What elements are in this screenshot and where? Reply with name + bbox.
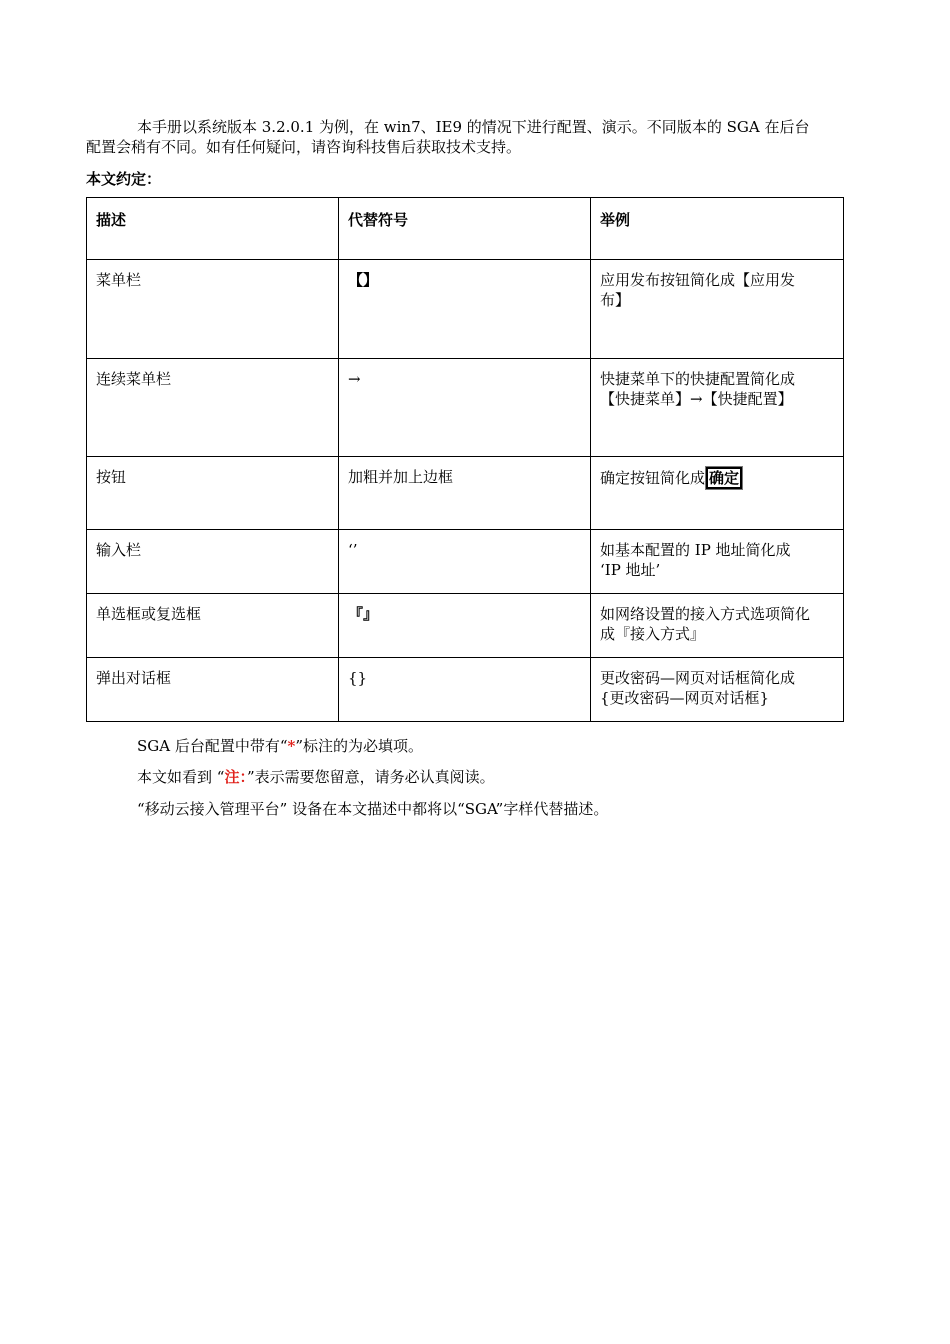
header-description: 描述: [87, 198, 339, 260]
row-symbol: →: [339, 359, 591, 457]
intro-line-1: 本手册以系统版本 3.2.0.1 为例，在 win7、IE9 的情况下进行配置、演示。不同版本的 SGA 在后台: [137, 118, 810, 136]
example-line-2: {更改密码—网页对话框}: [600, 689, 770, 707]
row-example: [591, 594, 844, 658]
row-symbol-text: 【】: [348, 271, 379, 289]
row-symbol: ‘’: [339, 530, 591, 594]
example-line-1: 更改密码—网页对话框简化成: [600, 669, 796, 687]
example-line-2: 成『接入方式』: [600, 625, 706, 643]
table-row: [87, 658, 844, 722]
note-required-fields: [137, 736, 423, 756]
row-symbol: {}: [339, 658, 591, 722]
example-line-1: 确定按钮简化成: [600, 469, 706, 487]
row-example: [591, 658, 844, 722]
row-example: [591, 359, 844, 457]
table-row: [87, 457, 844, 530]
note-attention-post: ”表示需要您留意，请务必认真阅读。: [246, 768, 495, 786]
example-line-1: 如网络设置的接入方式选项简化: [600, 605, 811, 623]
note-attention-pre: 本文如看到 “: [137, 768, 225, 786]
example-line-1: 如基本配置的 IP 地址简化成: [600, 541, 791, 559]
note-required-pre: SGA 后台配置中带有“: [137, 737, 288, 755]
example-line-2: 布】: [600, 291, 631, 309]
required-star-mark: *: [287, 737, 296, 755]
table-row: [87, 359, 844, 457]
row-example: [591, 457, 844, 530]
table-header-row: [87, 198, 844, 260]
table-row: [87, 594, 844, 658]
row-symbol: [339, 594, 591, 658]
header-symbol: 代替符号: [339, 198, 591, 260]
row-desc: 菜单栏: [87, 260, 339, 359]
row-desc: 按钮: [87, 457, 339, 530]
header-example: 举例: [591, 198, 844, 260]
table-row: [87, 260, 844, 359]
row-desc: 弹出对话框: [87, 658, 339, 722]
intro-line-2: 配置会稍有不同。如有任何疑问，请咨询科技售后获取技术支持。: [86, 138, 522, 156]
row-example: [591, 260, 844, 359]
example-line-1: 应用发布按钮简化成【应用发: [600, 271, 796, 289]
note-required-post: ”标注的为必填项。: [295, 737, 424, 755]
table-row: [87, 530, 844, 594]
row-symbol-text: 『』: [348, 605, 379, 623]
row-symbol: 加粗并加上边框: [339, 457, 591, 530]
row-desc: 单选框或复选框: [87, 594, 339, 658]
example-line-1: 快捷菜单下的快捷配置简化成: [600, 370, 796, 388]
row-desc: 输入栏: [87, 530, 339, 594]
example-line-2: 【快捷菜单】→【快捷配置】: [600, 390, 793, 408]
conventions-table: [86, 197, 844, 722]
example-line-2: ‘IP 地址’: [600, 561, 661, 579]
row-example: [591, 530, 844, 594]
row-desc: 连续菜单栏: [87, 359, 339, 457]
row-symbol: [339, 260, 591, 359]
note-alias: “移动云接入管理平台” 设备在本文描述中都将以“SGA”字样代替描述。: [137, 800, 609, 818]
note-attention: [137, 767, 495, 787]
attention-word: 注：: [224, 768, 247, 786]
example-button-sample: 确定: [706, 467, 742, 489]
conventions-title: 本文约定：: [86, 170, 162, 188]
